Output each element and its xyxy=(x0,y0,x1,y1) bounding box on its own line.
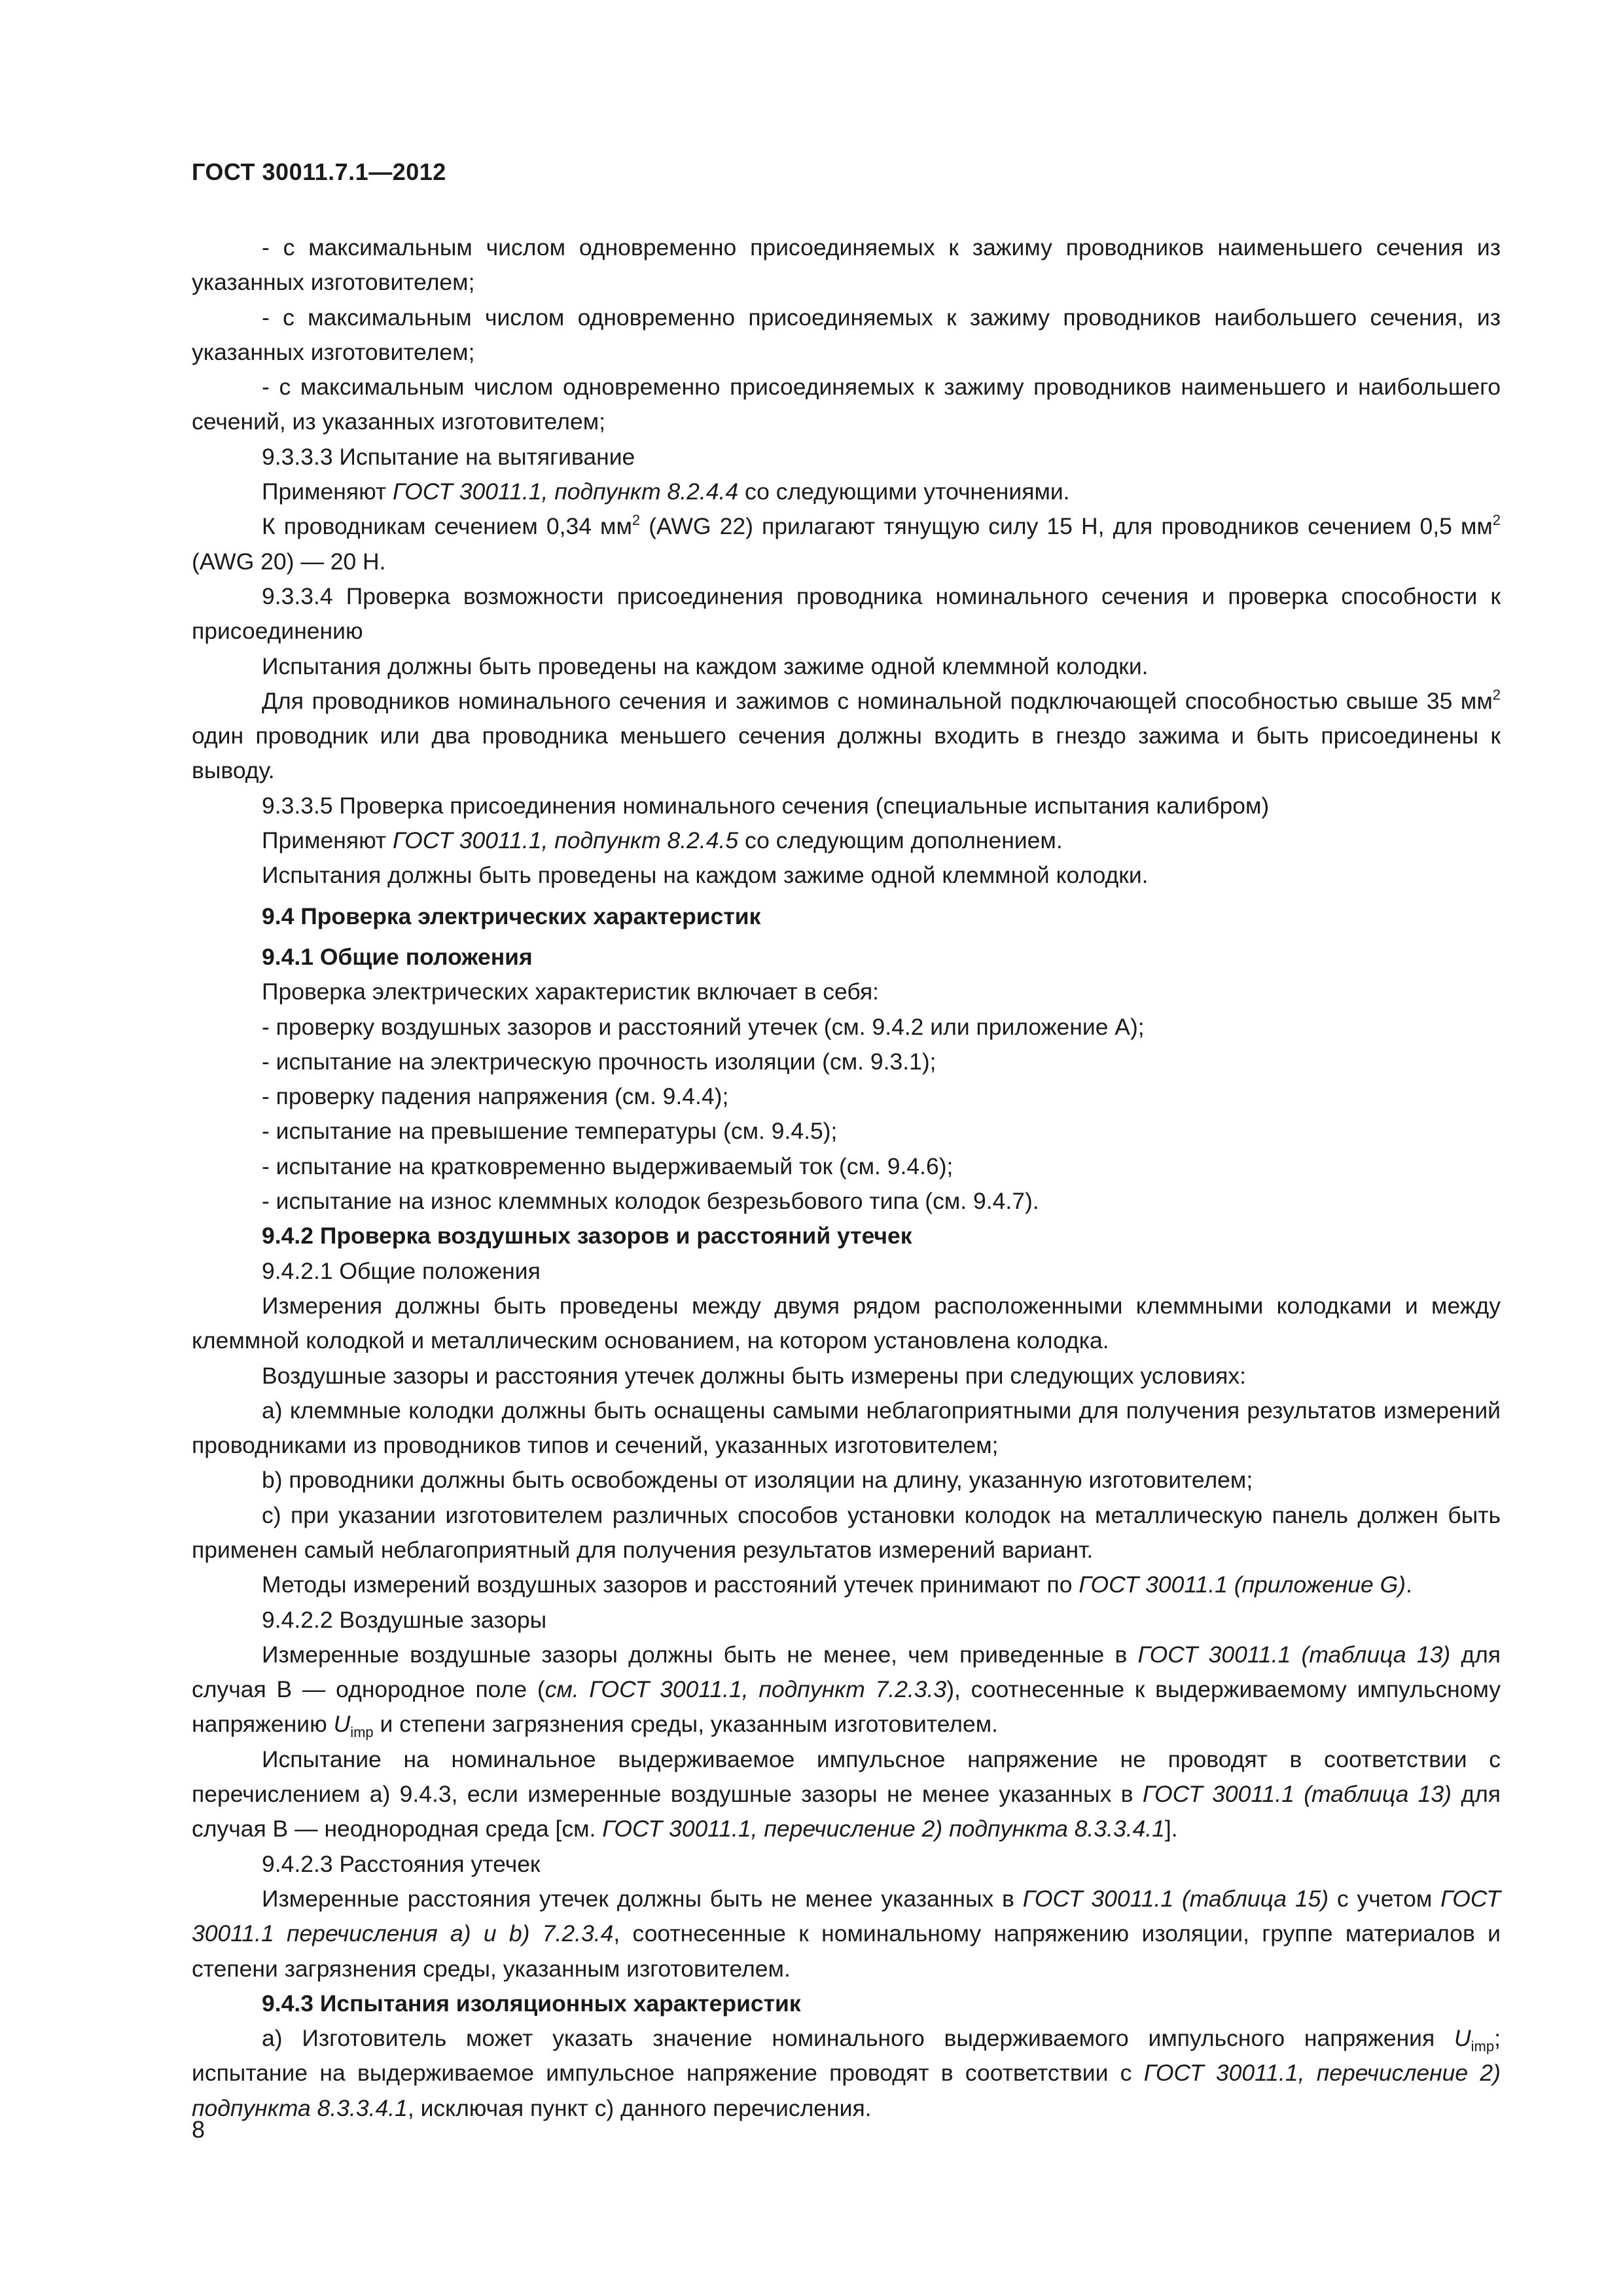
paragraph: - с максимальным числом одновременно присоединяемых к зажиму проводников наибольшего сечения, из указанных изготовителем; xyxy=(192,304,1501,365)
list-item: b) проводники должны быть освобождены от изоляции на длину, указанную изготовителем; xyxy=(262,1467,1253,1494)
paragraph: Применяют ГОСТ 30011.1, подпункт 8.2.4.5 со следующим дополнением. xyxy=(262,827,1063,854)
section-heading: 9.4.3 Испытания изоляционных характеристик xyxy=(262,1990,801,2017)
paragraph: Проверка электрических характеристик включает в себя: xyxy=(262,978,880,1005)
paragraph: К проводникам сечением 0,34 $мм^2$ (AWG 22) прилагают тянущую силу 15 Н, для проводников сечением 0,5 $мм^2$ (AWG 20) — 20 Н. xyxy=(192,512,1501,575)
paragraph: - с максимальным числом одновременно присоединяемых к зажиму проводников наименьшего и наибольшего сечений, из указанных изготовителем; xyxy=(192,374,1501,435)
list-item: - проверку падения напряжения (см. 9.4.4); xyxy=(262,1083,729,1110)
list-item: - испытание на кратковременно выдерживаемый ток (см. 9.4.6); xyxy=(262,1153,954,1179)
paragraph: Для проводников номинального сечения и зажимов с номинальной подключающей способностью свыше 35 $мм^2$ один проводник или два проводника меньшего сечения должны входить в гнездо зажима и быть присоединены к выводу. xyxy=(192,686,1501,784)
clause-heading: 9.4.2.1 Общие положения xyxy=(262,1257,541,1284)
list-item: c) при указании изготовителем различных способов установки колодок на металлическую панель должен быть применен самый неблагоприятный для получения результатов измерений вариант. xyxy=(192,1501,1501,1563)
list-item: - испытание на износ клеммных колодок безрезьбового типа (см. 9.4.7). xyxy=(262,1188,1039,1215)
reference: ГОСТ 30011.1 (таблица 13) xyxy=(1137,1641,1451,1668)
list-item: a) клеммные колодки должны быть оснащены самыми неблагоприятными для получения результатов измерений проводниками из проводников типов и сечений, указанных изготовителем; xyxy=(192,1397,1501,1459)
paragraph: Применяют ГОСТ 30011.1, подпункт 8.2.4.4 со следующими уточнениями. xyxy=(262,478,1070,505)
list-item: - испытание на электрическую прочность изоляции (см. 9.3.1); xyxy=(262,1048,936,1075)
clause-heading: 9.4.2.2 Воздушные зазоры xyxy=(262,1606,547,1633)
paragraph: - с максимальным числом одновременно присоединяемых к зажиму проводников наименьшего сечения из указанных изготовителем; xyxy=(192,234,1501,296)
paragraph: Методы измерений воздушных зазоров и расстояний утечек принимают по ГОСТ 30011.1 (приложение G). xyxy=(262,1571,1412,1598)
section-heading: 9.4.1 Общие положения xyxy=(262,943,533,970)
paragraph: Испытание на номинальное выдерживаемое импульсное напряжение не проводят в соответствии с перечислением а) 9.4.3, если измеренные воздушные зазоры не менее указанных в ГОСТ 30011.1 (таблица 13) для случая В — неоднородная среда [см. ГОСТ 30011.1, перечисление 2) подпункта 8.3.3.4.1]. xyxy=(192,1746,1501,1842)
paragraph: Воздушные зазоры и расстояния утечек должны быть измерены при следующих условиях: xyxy=(262,1362,1247,1389)
document-body xyxy=(192,230,1501,2126)
paragraph: Измерения должны быть проведены между двумя рядом расположенными клеммными колодками и между клеммной колодкой и металлическим основанием, на котором установлена колодка. xyxy=(192,1292,1501,1354)
reference: см. ГОСТ 30011.1, подпункт 7.2.3.3 xyxy=(544,1676,947,1703)
document-header: ГОСТ 30011.7.1—2012 xyxy=(192,158,446,185)
paragraph: Измеренные воздушные зазоры должны быть не менее, чем приведенные в ГОСТ 30011.1 (таблица 13) для случая В — однородное поле (см. ГОСТ 30011.1, подпункт 7.2.3.3), соотнесенные к выдерживаемому импульсному напряжению $U_{imp}$ и степени загрязнения среды, указанным изготовителем. xyxy=(192,1641,1501,1741)
section-heading: 9.4.2 Проверка воздушных зазоров и расстояний утечек xyxy=(262,1223,912,1249)
reference: ГОСТ 30011.1, подпункт 8.2.4.4 xyxy=(393,478,739,505)
reference: ГОСТ 30011.1 (приложение G) xyxy=(1079,1571,1406,1598)
reference: ГОСТ 30011.1, перечисление 2) подпункта 8.3.3.4.1 xyxy=(192,2060,1501,2121)
list-item: - проверку воздушных зазоров и расстояний утечек (см. 9.4.2 или приложение А); xyxy=(262,1013,1145,1040)
reference: ГОСТ 30011.1 (таблица 15) xyxy=(1022,1885,1329,1912)
paragraph: Измеренные расстояния утечек должны быть не менее указанных в ГОСТ 30011.1 (таблица 15) с учетом ГОСТ 30011.1 перечисления a) и b) 7.2.3.4, соотнесенные к номинальному напряжению изоляции, группе материалов и степени загрязнения среды, указанным изготовителем. xyxy=(192,1885,1501,1982)
paragraph: Испытания должны быть проведены на каждом зажиме одной клеммной колодки. xyxy=(262,862,1149,889)
paragraph: Испытания должны быть проведены на каждом зажиме одной клеммной колодки. xyxy=(262,653,1149,679)
clause-heading: 9.3.3.5 Проверка присоединения номинального сечения (специальные испытания калибром) xyxy=(262,792,1270,819)
page-number: 8 xyxy=(192,2116,205,2143)
paragraph: а) Изготовитель может указать значение номинального выдерживаемого импульсного напряжения $U_{imp}$; испытание на выдерживаемое импульсное напряжение проводят в соответствии с ГОСТ 30011.1, перечисление 2) подпункта 8.3.3.4.1, исключая пункт с) данного перечисления. xyxy=(192,2025,1501,2121)
clause-heading: 9.3.3.3 Испытание на вытягивание xyxy=(262,443,635,470)
clause-heading: 9.4.2.3 Расстояния утечек xyxy=(262,1850,541,1877)
reference: ГОСТ 30011.1 (таблица 13) xyxy=(1142,1781,1452,1808)
reference: ГОСТ 30011.1, перечисление 2) подпункта 8.3.3.4.1 xyxy=(602,1816,1165,1842)
reference: ГОСТ 30011.1, подпункт 8.2.4.5 xyxy=(393,827,739,854)
list-item: - испытание на превышение температуры (см. 9.4.5); xyxy=(262,1118,838,1145)
clause-heading: 9.3.3.4 Проверка возможности присоединения проводника номинального сечения и проверка способности к присоединению xyxy=(192,583,1501,645)
reference: ГОСТ 30011.1 перечисления a) и b) 7.2.3.4 xyxy=(192,1885,1501,1947)
section-heading: 9.4 Проверка электрических характеристик xyxy=(262,903,761,929)
